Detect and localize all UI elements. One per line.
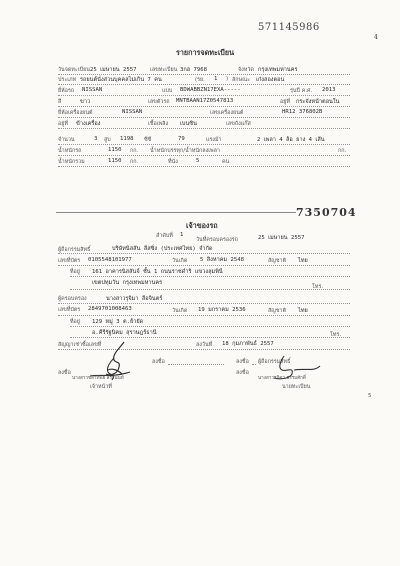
dotted-line <box>58 265 350 266</box>
owner-nationality: ไทย <box>298 258 308 264</box>
gas-tank-label: เลขถังแก๊ส <box>226 121 251 127</box>
owner-section-title: เจ้าของรถ <box>186 221 218 230</box>
owner-id: 0105548101977 <box>88 257 132 263</box>
contract-date: 18 กุมภาพันธ์ 2557 <box>222 341 274 347</box>
possessor-nationality-label: สัญชาติ <box>268 308 287 314</box>
engine-brand-label: ยี่ห้อเครื่องยนต์ <box>58 110 93 116</box>
model-year: 2013 <box>322 87 336 93</box>
reg-date-label: วันจดทะเบียน <box>58 67 90 73</box>
owner-label: ผู้ถือกรรมสิทธิ์ <box>58 247 91 253</box>
dotted-line <box>70 289 350 290</box>
rno-close: ) <box>226 76 229 82</box>
page-number: 4 <box>374 34 378 41</box>
possessor-nationality: ไทย <box>298 308 308 314</box>
seats-label: ที่นั่ง <box>168 159 178 165</box>
dotted-line <box>58 253 350 254</box>
nationality-label: สัญชาติ <box>268 258 287 264</box>
dotted-line <box>58 166 350 167</box>
weight-label: น้ำหนักรถ <box>58 148 82 154</box>
reg-no-label: เลขทะเบียน <box>150 67 178 73</box>
officer-title: เจ้าหน้าที่ <box>90 384 112 390</box>
engine-brand: NISSAN <box>122 109 143 115</box>
possessor-label: ผู้ครอบครอง <box>58 296 87 302</box>
tel-label: โทร. <box>312 284 324 290</box>
horsepower: 79 <box>178 136 185 142</box>
engine-no-label: เลขเครื่องยนต์ <box>210 110 244 116</box>
registrar-name: นางสาวรมิดา ธรรมศักดิ์ <box>258 376 306 381</box>
owner-dob: 5 สิงหาคม 2548 <box>200 257 244 263</box>
fuel-label: เชื้อเพลิง <box>148 121 169 127</box>
address-label: ที่อยู่ <box>70 269 80 275</box>
contract-label: สัญญาเช่าซื้อเลขที่ <box>58 342 102 348</box>
model-label: แบบ <box>162 88 173 94</box>
axle-wheels: 2 เพลา 4 ล้อ ยาง 4 เส้น <box>257 137 325 143</box>
model-year-label: รุ่นปี ค.ศ. <box>290 88 313 94</box>
chassis-label: เลขตัวรถ <box>148 99 170 105</box>
vehicle-type: รถยนต์นั่งส่วนบุคคลไม่เกิน 7 คน <box>80 77 162 83</box>
gross-weight-label: น้ำหนักรวม <box>58 159 85 165</box>
registrar-sign-label: ลงชื่อ <box>236 359 249 365</box>
engine-loc-label: อยู่ที่ <box>58 121 68 127</box>
type-label: ประเภท <box>58 77 77 83</box>
gross-weight: 1150 <box>108 158 122 164</box>
province: กรุงเทพมหานคร <box>258 67 298 73</box>
owner-name: บริษัทนิสสัน ลีสซิ่ง (ประเทศไทย) จำกัด <box>112 246 213 252</box>
owner-sign-label: ลงชื่อ <box>152 359 165 365</box>
reg-no: 3กฮ 7968 <box>180 67 208 73</box>
possessor-id-label: เลขที่บัตร <box>58 307 81 313</box>
document-title: รายการจดทะเบียน <box>176 48 234 57</box>
possessor-address-line1: 129 หมู่ 3 ต.ย้ายัด <box>92 319 144 325</box>
chassis-loc-label: อยู่ที่ <box>280 99 290 105</box>
dotted-line <box>58 117 350 118</box>
dotted-line <box>70 276 350 277</box>
side-number: 5 <box>368 393 372 399</box>
dotted-line <box>70 326 350 327</box>
possessor-address-label: ที่อยู่ <box>70 319 80 325</box>
vehicle-style: เก๋งสองตอน <box>256 77 285 83</box>
possessor-address-line2: อ.คีรีรัฐนิคม สุราษฎร์ธานี <box>92 330 157 336</box>
style-label: ลักษณะ <box>232 77 251 83</box>
engine-loc: ข้างเครื่อง <box>76 121 101 127</box>
province-label: จังหวัด <box>238 67 254 73</box>
registrar-sign-line <box>252 364 256 365</box>
owner-date-label: วันที่ครอบครองรถ <box>196 237 238 243</box>
color: ขาว <box>80 99 91 105</box>
dotted-line <box>58 74 350 75</box>
brand-label: ยี่ห้อรถ <box>58 88 75 94</box>
possessor-dob-label: วันเกิด <box>172 308 188 314</box>
owner-date: 25 เมษายน 2557 <box>258 235 305 241</box>
dotted-line <box>70 337 350 338</box>
displacement: 1198 <box>120 136 134 142</box>
rno: 1 <box>214 76 218 82</box>
reg-date: 25 เมษายน 2557 <box>90 67 137 73</box>
chassis-loc: กระจังหน้าตอนใน <box>296 99 340 105</box>
registrar-title: นายทะเบียน <box>282 384 311 390</box>
payload-label: น้ำหนักบรรทุก/น้ำหนักลงเพลา <box>150 148 220 154</box>
officer-name: นางสาวชลาทิพย์ สรานนท์ <box>72 376 124 381</box>
dotted-line <box>58 128 350 129</box>
dotted-line <box>58 155 350 156</box>
cylinder-unit: สูบ <box>104 137 111 143</box>
color-label: สี <box>58 99 62 105</box>
dotted-line <box>58 95 350 96</box>
owner-address-line1: 161 อาคารนิสสันจ์ ชั้น 1 ถนนราชดำริ แขวงลุมพินี <box>92 269 223 275</box>
possessor-tel-label: โทร. <box>330 332 342 338</box>
payload-unit: กก. <box>338 148 347 154</box>
gross-weight-unit: กก. <box>130 159 139 165</box>
possessor-dob: 19 มกราคม 2536 <box>198 307 246 313</box>
order-number: 1 <box>180 232 184 238</box>
cylinders: 3 <box>94 136 98 142</box>
engine-no: HR12 376802B <box>282 109 323 115</box>
weight-unit: กก. <box>130 148 139 154</box>
rno-label: (รย. <box>195 77 205 83</box>
weight: 1150 <box>108 147 122 153</box>
owner-sign-line <box>168 364 224 365</box>
dotted-line <box>58 106 350 107</box>
cylinder-label: จำนวน <box>58 137 75 143</box>
owner-caption: ผู้ถือกรรมสิทธิ์ <box>258 359 291 365</box>
cc-unit: ซีซี <box>144 137 152 143</box>
handwritten-number: 571145986 <box>258 22 320 33</box>
registrar-sign-label-2: ลงชื่อ <box>236 370 249 376</box>
section-divider <box>56 212 296 213</box>
dotted-line <box>58 303 350 304</box>
stamp-number: 7350704 <box>296 206 357 219</box>
brand: NISSAN <box>82 87 103 93</box>
hp-unit: แรงม้า <box>206 137 222 143</box>
id-label: เลขที่บัตร <box>58 258 81 264</box>
dob-label: วันเกิด <box>172 258 188 264</box>
dotted-line <box>58 144 350 145</box>
order-label: ลำดับที่ <box>156 233 173 239</box>
contract-date-label: ลงวันที่ <box>196 342 213 348</box>
fuel: เบนซิน <box>180 121 197 127</box>
model: BDWABBZN17EXA----- <box>180 87 241 93</box>
seats: 5 <box>196 158 200 164</box>
possessor-name: นางสาวรุจิมา ลีอจินตร์ <box>106 296 163 302</box>
owner-address-line2: เขตปทุมวัน กรุงเทพมหานคร <box>92 280 163 286</box>
chassis-no: MNTBAAN17Z0547813 <box>176 98 234 104</box>
dotted-line <box>58 315 350 316</box>
dotted-line <box>58 84 350 85</box>
seats-unit: คน <box>222 159 230 165</box>
officer-sign-label: ลงชื่อ <box>58 370 71 376</box>
possessor-id: 2849701008463 <box>88 306 132 312</box>
